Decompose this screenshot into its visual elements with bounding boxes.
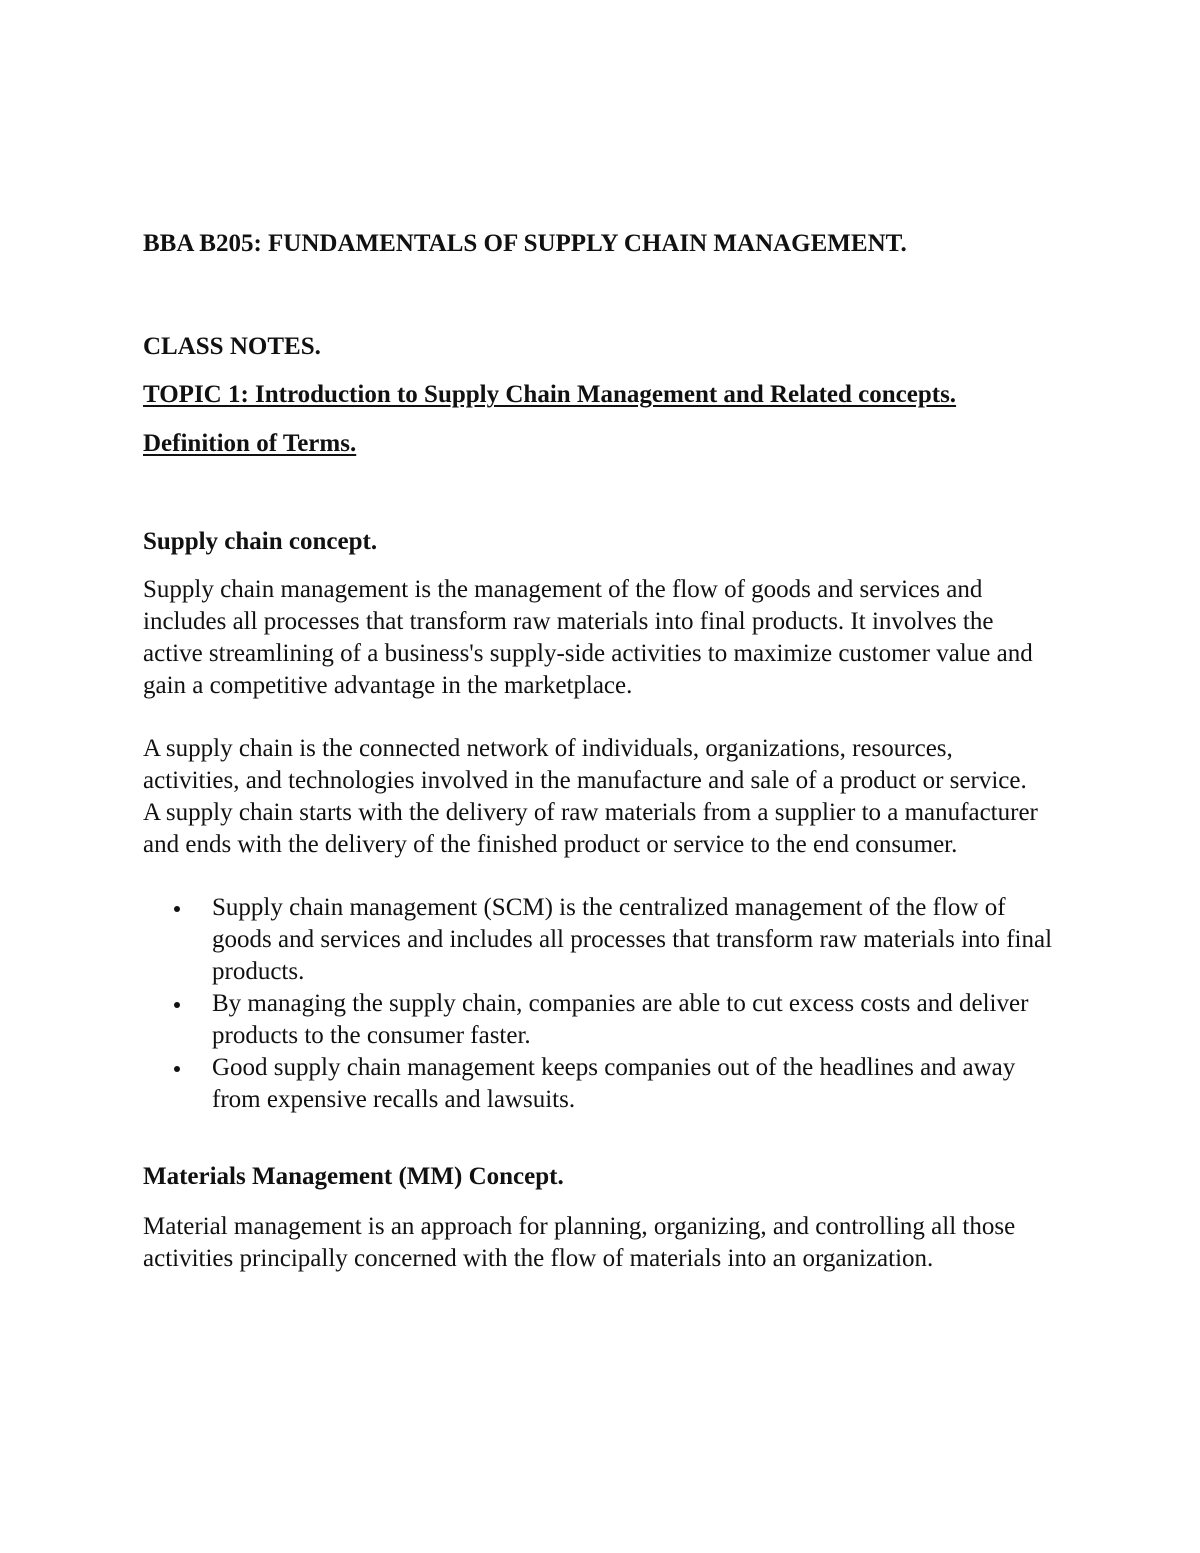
bullet-text: By managing the supply chain, companies are able to cut excess costs and deliver products to the consumer faster. xyxy=(212,990,1029,1049)
supply-chain-concept-heading: Supply chain concept. xyxy=(143,528,378,555)
supply-chain-bullet-list xyxy=(143,892,1073,1116)
class-notes-heading: CLASS NOTES. xyxy=(143,333,321,360)
bullet-dot-icon xyxy=(174,906,180,912)
bullet-dot-icon xyxy=(174,1002,180,1008)
definitions-heading: Definition of Terms. xyxy=(143,430,357,457)
bullet-list-item xyxy=(143,892,1062,988)
bullet-text: Supply chain management (SCM) is the centralized management of the flow of goods and services and includes all processes that transform raw materials into final products. xyxy=(212,894,1053,985)
bullet-text: Good supply chain management keeps companies out of the headlines and away from expensive recalls and lawsuits. xyxy=(212,1054,1016,1113)
supply-chain-paragraph-1: Supply chain management is the management of the flow of goods and services and includes all processes that transform raw materials into final products. It involves the active streamlining of a business's supply-side activities to maximize customer value and gain a competitive advantage in the marketplace. xyxy=(143,576,1033,699)
bullet-dot-icon xyxy=(174,1066,180,1072)
supply-chain-paragraph-2: A supply chain is the connected network of individuals, organizations, resources, activities, and technologies involved in the manufacture and sale of a product or service. A supply chain starts with the delivery of raw materials from a supplier to a manufacturer and ends with the delivery of the finished product or service to the end consumer. xyxy=(143,735,1038,858)
bullet-list-item xyxy=(143,1052,1062,1116)
topic-heading: TOPIC 1: Introduction to Supply Chain Management and Related concepts. xyxy=(143,381,957,408)
materials-management-heading: Materials Management (MM) Concept. xyxy=(143,1163,564,1190)
document-body xyxy=(143,228,1073,1275)
course-title: BBA B205: FUNDAMENTALS OF SUPPLY CHAIN MANAGEMENT. xyxy=(143,230,907,257)
materials-management-paragraph: Material management is an approach for planning, organizing, and controlling all those activities principally concerned with the flow of materials into an organization. xyxy=(143,1213,1016,1272)
bullet-list-item xyxy=(143,988,1062,1052)
